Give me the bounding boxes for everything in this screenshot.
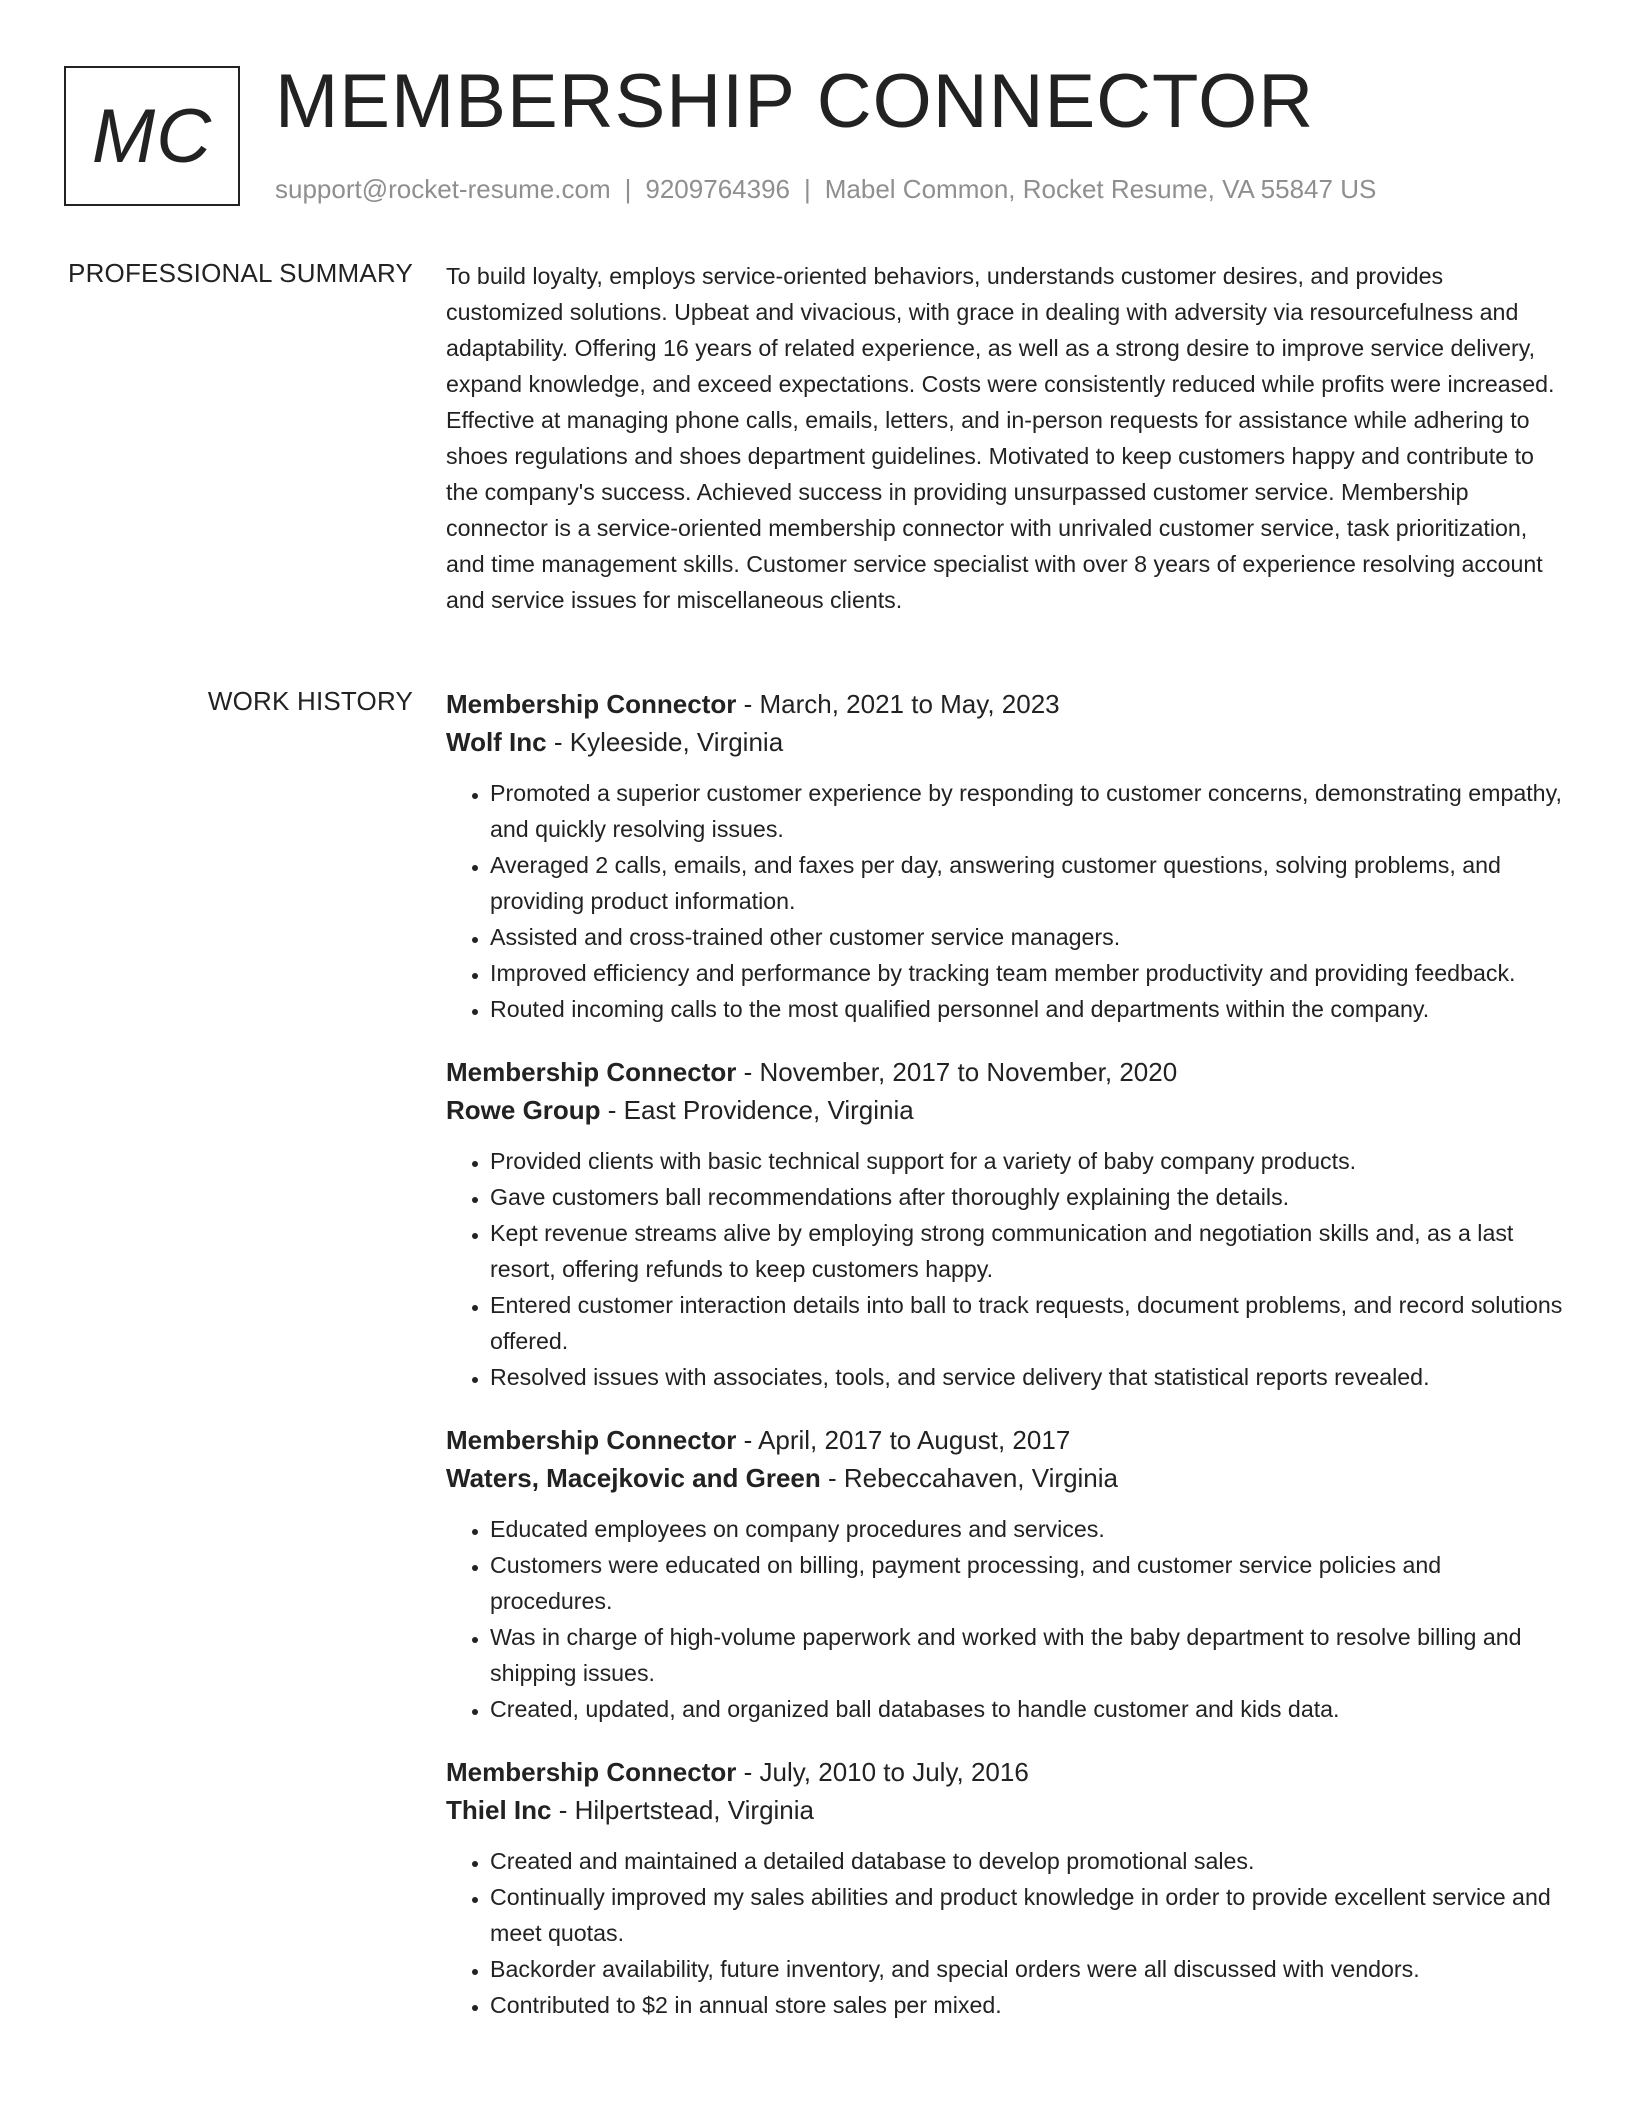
job-bullet: • Entered customer interaction details into ball to track requests, document problems, and record solutions offered. [490, 1287, 1566, 1359]
job-bullet: • Continually improved my sales abilities and product knowledge in order to provide excellent service and meet quotas. [490, 1879, 1566, 1951]
summary-section [446, 258, 1566, 618]
job-bullet: • Improved efficiency and performance by tracking team member productivity and providing feedback. [490, 955, 1566, 991]
job-bullet: • Kept revenue streams alive by employing strong communication and negotiation skills and, as a last resort, offering refunds to keep customers happy. [490, 1215, 1566, 1287]
job-company: Thiel Inc [446, 1795, 552, 1825]
job-bullet: • Created, updated, and organized ball databases to handle customer and kids data. [490, 1691, 1566, 1727]
job-entry [446, 1753, 1566, 2023]
job-dates: - March, 2021 to May, 2023 [736, 689, 1060, 719]
job-location: - Rebeccahaven, Virginia [820, 1463, 1118, 1493]
candidate-name: MEMBERSHIP CONNECTOR [275, 59, 1315, 144]
job-title-line [446, 1753, 1566, 1791]
job-company: Waters, Macejkovic and Green [446, 1463, 821, 1493]
work-history-section-label: WORK HISTORY [207, 686, 413, 716]
job-bullet: • Backorder availability, future inventory, and special orders were all discussed with vendors. [490, 1951, 1566, 1987]
monogram-logo: MC [64, 66, 240, 206]
job-title: Membership Connector [446, 689, 737, 719]
job-bullet: • Resolved issues with associates, tools, and service delivery that statistical reports revealed. [490, 1359, 1566, 1395]
contact-email: support@rocket-resume.com [275, 174, 611, 204]
contact-separator: | [804, 174, 811, 204]
summary-section-label: PROFESSIONAL SUMMARY [68, 258, 413, 288]
job-dates: - July, 2010 to July, 2016 [736, 1757, 1029, 1787]
job-bullet: • Created and maintained a detailed database to develop promotional sales. [490, 1843, 1566, 1879]
job-bullet: • Provided clients with basic technical support for a variety of baby company products. [490, 1143, 1566, 1179]
job-bullet: • Was in charge of high-volume paperwork and worked with the baby department to resolve billing and shipping issues. [490, 1619, 1566, 1691]
job-title-line [446, 1421, 1566, 1459]
job-dates: - November, 2017 to November, 2020 [736, 1057, 1178, 1087]
work-history-section [446, 685, 1566, 2049]
job-title-line [446, 1053, 1566, 1091]
job-location: - Hilpertstead, Virginia [551, 1795, 814, 1825]
contact-line [275, 174, 1376, 205]
job-bullet-list [446, 1143, 1566, 1395]
job-bullet: • Gave customers ball recommendations after thoroughly explaining the details. [490, 1179, 1566, 1215]
job-entry [446, 1421, 1566, 1727]
job-location: - Kyleeside, Virginia [546, 727, 784, 757]
job-bullet-list [446, 775, 1566, 1027]
job-bullet: • Promoted a superior customer experience by responding to customer concerns, demonstrating empathy, and quickly resolving issues. [490, 775, 1566, 847]
job-bullet-list [446, 1843, 1566, 2023]
job-bullet: • Contributed to $2 in annual store sales per mixed. [490, 1987, 1566, 2023]
job-company: Rowe Group [446, 1095, 601, 1125]
job-bullet: • Averaged 2 calls, emails, and faxes per day, answering customer questions, solving problems, and providing product information. [490, 847, 1566, 919]
job-title: Membership Connector [446, 1057, 737, 1087]
job-company-line [446, 1459, 1566, 1497]
job-bullet: • Educated employees on company procedures and services. [490, 1511, 1566, 1547]
job-company-line [446, 1091, 1566, 1129]
job-company-line [446, 1791, 1566, 1829]
job-company: Wolf Inc [446, 727, 547, 757]
contact-phone: 9209764396 [645, 174, 790, 204]
job-location: - East Providence, Virginia [600, 1095, 914, 1125]
job-title: Membership Connector [446, 1425, 737, 1455]
job-bullet: • Assisted and cross-trained other customer service managers. [490, 919, 1566, 955]
contact-separator: | [624, 174, 632, 204]
job-company-line [446, 723, 1566, 761]
job-dates: - April, 2017 to August, 2017 [736, 1425, 1071, 1455]
job-bullet: • Routed incoming calls to the most qualified personnel and departments within the company. [490, 991, 1566, 1027]
job-entry [446, 1053, 1566, 1395]
job-bullet-list [446, 1511, 1566, 1727]
job-bullet: • Customers were educated on billing, payment processing, and customer service policies and procedures. [490, 1547, 1566, 1619]
resume-header [64, 59, 1568, 216]
job-entry [446, 685, 1566, 1027]
job-title-line [446, 685, 1566, 723]
job-title: Membership Connector [446, 1757, 737, 1787]
summary-text: To build loyalty, employs service-oriented behaviors, understands customer desires, and provides customized solutions. Upbeat and vivacious, with grace in dealing with adversity via resourcefulness and adaptability. Offering 16 years of related experience, as well as a strong desire to improve service delivery, expand knowledge, and exceed expectations. Costs were consistently reduced while profits were increased. Effective at managing phone calls, emails, letters, and in-person requests for assistance while adhering to shoes regulations and shoes department guidelines. Motivated to keep customers happy and contribute to the company's success. Achieved success in providing unsurpassed customer service. Membership connector is a service-oriented membership connector with unrivaled customer service, task prioritization, and time management skills. Customer service specialist with over 8 years of experience resolving account and service issues for miscellaneous clients. [446, 263, 1555, 613]
contact-address: Mabel Common, Rocket Resume, VA 55847 US [824, 174, 1377, 204]
